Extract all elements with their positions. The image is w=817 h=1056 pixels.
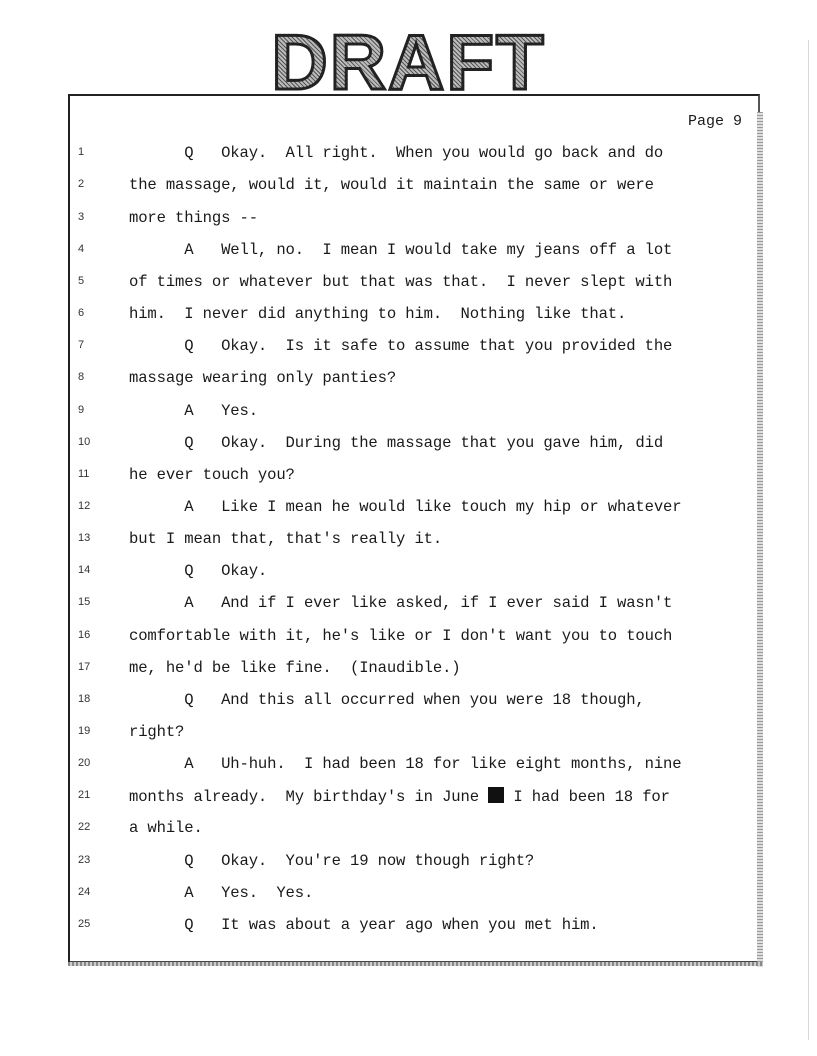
line-number: 11 <box>78 468 90 480</box>
line-text: more things -- <box>129 209 258 227</box>
draft-watermark: DRAFT <box>0 22 817 102</box>
line-text: massage wearing only panties? <box>129 369 397 387</box>
line-text: Q And this all occurred when you were 18 though, <box>129 691 645 709</box>
line-number: 25 <box>78 918 91 930</box>
line-number: 5 <box>78 275 85 287</box>
scan-edge-line <box>808 40 809 1040</box>
line-text: Q Okay. Is it safe to assume that you provided the <box>129 337 673 355</box>
line-text-part: months already. My birthday's in June <box>129 788 489 806</box>
line-text: he ever touch you? <box>129 466 295 484</box>
line-number: 20 <box>78 757 91 769</box>
line-text: of times or whatever but that was that. I never slept with <box>129 273 673 291</box>
page-number: Page 9 <box>687 113 742 130</box>
line-number: 9 <box>78 404 85 416</box>
line-number: 13 <box>78 532 91 544</box>
line-number: 10 <box>78 436 91 448</box>
line-number: 12 <box>78 500 91 512</box>
redaction-block <box>488 787 504 803</box>
line-number: 8 <box>78 371 85 383</box>
line-text: him. I never did anything to him. Nothing like that. <box>129 305 627 323</box>
line-text: me, he'd be like fine. (Inaudible.) <box>129 659 461 677</box>
line-text: right? <box>129 723 185 741</box>
line-text: Q Okay. All right. When you would go back and do <box>129 144 664 162</box>
line-text: A Yes. <box>129 402 258 420</box>
line-number: 23 <box>78 854 91 866</box>
line-text-part: I had been 18 for <box>504 788 670 806</box>
line-number: 6 <box>78 307 85 319</box>
line-number: 15 <box>78 596 91 608</box>
line-number: 14 <box>78 564 91 576</box>
line-text: A Uh-huh. I had been 18 for like eight months, nine <box>129 755 682 773</box>
line-text: A Well, no. I mean I would take my jeans off a lot <box>129 241 673 259</box>
line-number: 21 <box>78 789 91 801</box>
scan-border-right <box>757 112 763 967</box>
line-number: 1 <box>78 146 85 158</box>
line-text: Q Okay. During the massage that you gave him, did <box>129 434 664 452</box>
line-text: Q It was about a year ago when you met him. <box>129 916 599 934</box>
line-text: A Yes. Yes. <box>129 884 314 902</box>
line-number: 19 <box>78 725 91 737</box>
line-text: A Like I mean he would like touch my hip or whatever <box>129 498 682 516</box>
line-number: 2 <box>78 178 85 190</box>
line-text: but I mean that, that's really it. <box>129 530 443 548</box>
line-number: 18 <box>78 693 91 705</box>
line-text: Q Okay. You're 19 now though right? <box>129 852 535 870</box>
line-text: a while. <box>129 819 203 837</box>
line-number: 4 <box>78 243 85 255</box>
line-number: 17 <box>78 661 91 673</box>
line-text <box>129 787 754 806</box>
line-number: 24 <box>78 886 91 898</box>
line-number: 16 <box>78 629 91 641</box>
line-number: 3 <box>78 211 85 223</box>
line-text: comfortable with it, he's like or I don't want you to touch <box>129 627 673 645</box>
line-text: the massage, would it, would it maintain the same or were <box>129 176 654 194</box>
line-text: Q Okay. <box>129 562 268 580</box>
line-text: A And if I ever like asked, if I ever said I wasn't <box>129 594 673 612</box>
scan-border-bottom <box>68 962 763 966</box>
line-number: 22 <box>78 821 91 833</box>
line-number: 7 <box>78 339 85 351</box>
